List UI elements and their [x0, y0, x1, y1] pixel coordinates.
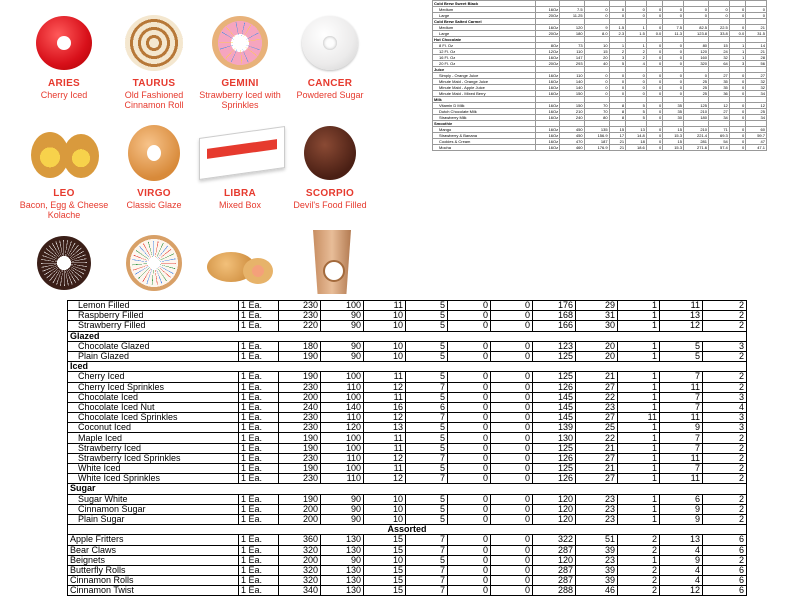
table-row: Milk: [433, 97, 767, 103]
zodiac-tile: [104, 12, 204, 110]
table-section-row: Assorted: [68, 525, 747, 535]
table-row: Cold Brew Salted Carmel: [433, 19, 767, 25]
table-row: Minute Maid - Mixed Berry 16Oz 150 0 0 0 0 0 25 36 0 34: [433, 91, 767, 97]
table-row: Coconut Iced 1 Ea. 230 120 13 5 0 0 139 25 1 9 3: [68, 423, 747, 433]
table-row: Cherry Iced 1 Ea. 190 100 11 5 0 0 125 21 1 7 2: [68, 372, 747, 382]
table-group-row: Glazed: [68, 331, 747, 341]
table-row: White Iced Sprinkles 1 Ea. 230 110 12 7 0 0 126 27 1 11 2: [68, 474, 747, 484]
table-row: Chocolate Iced Nut 1 Ea. 240 140 16 6 0 0 145 23 1 7 4: [68, 402, 747, 412]
table-row: Dutch Chocolate Milk 16Oz 210 70 8 5 0 35 210 27 0 25: [433, 109, 767, 115]
table-row: 8 Fl. Oz 8Oz 73 10 1 1 0 0 80 15 1 14: [433, 43, 767, 49]
donut-nutrition-table: [67, 300, 744, 596]
table-row: Smoothie: [433, 121, 767, 127]
table-row: Cherry Iced Sprinkles 1 Ea. 230 110 12 7 0 0 126 27 1 11 2: [68, 382, 747, 392]
zodiac-tile: [190, 12, 290, 110]
zodiac-tile: [14, 12, 114, 100]
sprinkle-donut-icon: [205, 12, 275, 74]
table-row: Vitamin D Milk 16Oz 150 70 8 5 0 35 125 12 0 12: [433, 103, 767, 109]
donut-flavor: Mixed Box: [218, 200, 262, 210]
table-row: Simply - Orange Juice 16Oz 110 0 0 0 0 0 0 27 0 27: [433, 73, 767, 79]
zodiac-tile: [14, 122, 114, 220]
table-row: 16 Fl. Oz 16Oz 147 20 3 2 0 0 160 32 1 28: [433, 55, 767, 61]
cinnamon-roll-icon: [119, 12, 189, 74]
table-row: Sugar White 1 Ea. 190 90 10 5 0 0 120 23 1 6 2: [68, 494, 747, 504]
table-row: Beignets 1 Ea. 200 90 10 5 0 0 120 23 1 9 2: [68, 555, 747, 565]
zodiac-sign: LIBRA: [223, 188, 257, 199]
table-row: White Iced 1 Ea. 190 100 11 5 0 0 125 21 1 7 2: [68, 464, 747, 474]
table-row: Hot Chocolate: [433, 37, 767, 43]
table-row: Mango 16Oz 450 135 15 13 0 15 210 71 0 60: [433, 127, 767, 133]
donut-flavor: Bacon, Egg & Cheese Kolache: [19, 200, 109, 220]
sausage-roll-icon: [205, 232, 275, 294]
table-row: Minute Maid - Orange Juice 16Oz 140 0 0 0 0 0 25 35 0 32: [433, 79, 767, 85]
table-row: Strawberry Milk 16Oz 240 80 8 5 0 30 180 34 0 34: [433, 115, 767, 121]
zodiac-tile: [280, 12, 380, 100]
table-row: 20 Fl. Oz 20Oz 293 40 5 4 0 0 320 64 3 56: [433, 61, 767, 67]
table-row: Cinnamon Rolls 1 Ea. 320 130 15 7 0 0 287 39 2 4 6: [68, 576, 747, 586]
table-row: Cold Brew Sweet Black: [433, 1, 767, 7]
table-row: Large 20Oz 180 8.0 2.3 1.5 0.0 11.3 123.8 33.8 0.0 31.5: [433, 31, 767, 37]
table-row: Plain Sugar 1 Ea. 200 90 10 5 0 0 120 23 1 9 2: [68, 514, 747, 524]
donut-flavor: Devil's Food Filled: [293, 200, 367, 210]
powdered-donut-icon: [295, 12, 365, 74]
kolache-icon: [29, 122, 99, 184]
table-row: Apple Fritters 1 Ea. 360 130 15 7 0 0 322 51 2 13 6: [68, 535, 747, 545]
table-row: Raspberry Filled 1 Ea. 230 90 10 5 0 0 168 31 1 13 2: [68, 311, 747, 321]
beverage-nutrition-table: [432, 0, 767, 151]
zodiac-sign: SCORPIO: [305, 188, 355, 199]
table-row: Strawberry Iced 1 Ea. 190 100 11 5 0 0 125 21 1 7 2: [68, 443, 747, 453]
table-row: Medium 16Oz 120 9 1.5 1 0 7.5 82.5 22.5 0 21: [433, 25, 767, 31]
table-row: Strawberry & Banana 16Oz 450 156.9 17 14.8 0 15.3 221.4 69.3 0 59.7: [433, 133, 767, 139]
zodiac-sign: ARIES: [47, 78, 81, 89]
zodiac-sign: CANCER: [307, 78, 353, 89]
table-row: Cinnamon Sugar 1 Ea. 200 90 10 5 0 0 120 23 1 9 2: [68, 504, 747, 514]
table-row: Cookies & Cream 16Oz 470 187 21 18 0 15 281 54 0 47: [433, 139, 767, 145]
zodiac-sign: GEMINI: [221, 78, 259, 89]
zodiac-donut-chart: [0, 0, 400, 300]
table-group-row: Iced: [68, 362, 747, 372]
donut-flavor: Cherry Iced: [40, 90, 88, 100]
zodiac-sign: LEO: [53, 188, 75, 199]
chocolate-coconut-donut-icon: [29, 232, 99, 294]
table-row: Maple Iced 1 Ea. 190 100 11 5 0 0 130 22 1 7 2: [68, 433, 747, 443]
iced-coffee-cup-icon: [295, 232, 365, 294]
table-group-row: Sugar: [68, 484, 747, 494]
table-row: Plain Glazed 1 Ea. 190 90 10 5 0 0 125 20 1 5 2: [68, 351, 747, 361]
table-row: Bear Claws 1 Ea. 320 130 15 7 0 0 287 39 2 4 6: [68, 545, 747, 555]
table-row: Butterfly Rolls 1 Ea. 320 130 15 7 0 0 287 39 2 4 6: [68, 565, 747, 575]
table-row: 12 Fl. Oz 12Oz 110 15 2 2 0 0 120 24 1 21: [433, 49, 767, 55]
table-row: Chocolate Iced 1 Ea. 200 100 11 5 0 0 145 22 1 7 3: [68, 392, 747, 402]
zodiac-sign: VIRGO: [137, 188, 171, 199]
zodiac-tile: [190, 122, 290, 210]
table-row: Strawberry Iced Sprinkles 1 Ea. 230 110 12 7 0 0 126 27 1 11 2: [68, 453, 747, 463]
table-row: Lemon Filled 1 Ea. 230 100 11 5 0 0 176 29 1 11 2: [68, 301, 747, 311]
table-row: Strawberry Filled 1 Ea. 220 90 10 5 0 0 166 30 1 12 2: [68, 321, 747, 331]
zodiac-tile: [104, 122, 204, 210]
donut-flavor: Old Fashioned Cinnamon Roll: [124, 90, 184, 110]
cherry-iced-donut-icon: [29, 12, 99, 74]
donut-flavor: Classic Glaze: [126, 200, 182, 210]
zodiac-tile: [14, 232, 114, 294]
table-row: Large 20Oz 11.25 0 0 0 0 0 0 0 0 0: [433, 13, 767, 19]
table-row: Medium 16Oz 7.5 0 0 0 0 0 0 0 0 0: [433, 7, 767, 13]
table-row: Juice: [433, 67, 767, 73]
zodiac-tile: [190, 232, 290, 294]
table-row: Chocolate Glazed 1 Ea. 180 90 10 5 0 0 123 20 1 5 3: [68, 341, 747, 351]
donut-box-icon: [205, 122, 275, 184]
table-row: Mocha 16Oz 460 176.9 21 18.6 0 15.3 271.6 57.4 0 47.1: [433, 145, 767, 151]
zodiac-tile: [280, 122, 380, 210]
devils-food-donut-icon: [295, 122, 365, 184]
donut-flavor: Powdered Sugar: [296, 90, 364, 100]
donut-flavor: Strawberry Iced with Sprinkles: [199, 90, 281, 110]
glazed-donut-icon: [119, 122, 189, 184]
rainbow-sprinkle-donut-icon: [119, 232, 189, 294]
zodiac-tile: [104, 232, 204, 294]
zodiac-tile: [280, 232, 380, 294]
table-row: Minute Maid - Apple Juice 16Oz 140 0 0 0 0 0 25 35 0 32: [433, 85, 767, 91]
table-row: Chocolate Iced Sprinkles 1 Ea. 230 110 12 7 0 0 145 27 11 11 3: [68, 413, 747, 423]
table-row: Cinnamon Twist 1 Ea. 340 130 15 7 0 0 288 46 2 12 6: [68, 586, 747, 596]
zodiac-sign: TAURUS: [132, 78, 176, 89]
